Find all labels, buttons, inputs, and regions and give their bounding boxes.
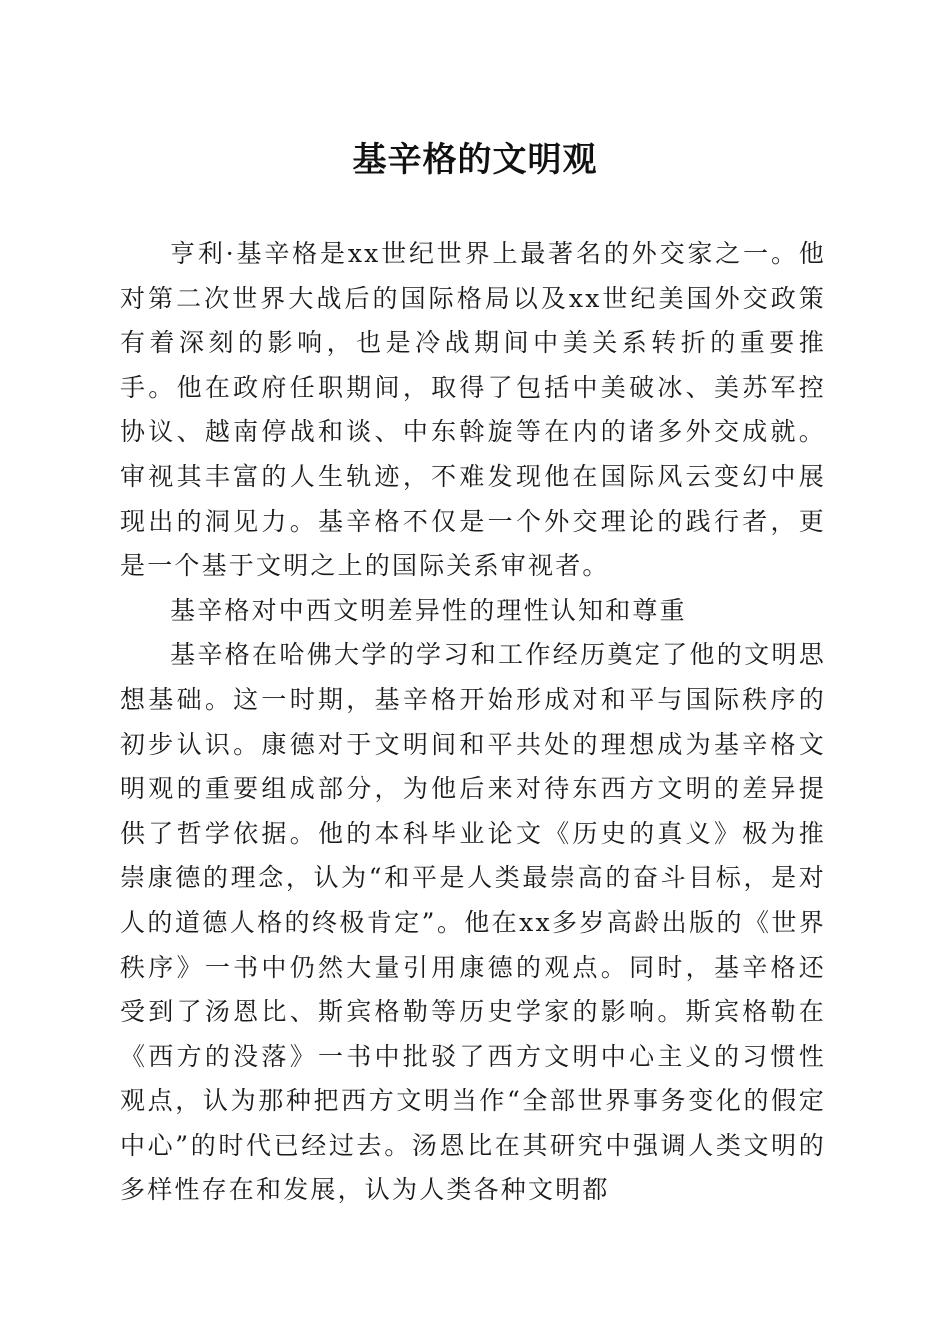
paragraph-intro: 亨利·基辛格是xx世纪世界上最著名的外交家之一。他对第二次世界大战后的国际格局以及xx世纪美国外交政策有着深刻的影响，也是冷战期间中美关系转折的重要推手。他在政府任职期间，取得了包括中美破冰、美苏军控协议、越南停战和谈、中东斡旋等在内的诸多外交成就。审视其丰富的人生轨迹，不难发现他在国际风云变幻中展现出的洞见力。基辛格不仅是一个外交理论的践行者，更是一个基于文明之上的国际关系审视者。: [120, 239, 826, 581]
paragraph-harvard: 基辛格在哈佛大学的学习和工作经历奠定了他的文明思想基础。这一时期，基辛格开始形成对和平与国际秩序的初步认识。康德对于文明间和平共处的理想成为基辛格文明观的重要组成部分，为他后来对待东西方文明的差异提供了哲学依据。他的本科毕业论文《历史的真义》极为推崇康德的理念，认为“和平是人类最崇高的奋斗目标，是对人的道德人格的终极肯定”。他在xx多岁高龄出版的《世界秩序》一书中仍然大量引用康德的观点。同时，基辛格还受到了汤恩比、斯宾格勒等历史学家的影响。斯宾格勒在《西方的没落》一书中批驳了西方文明中心主义的习惯性观点，认为那种把西方文明当作“全部世界事务变化的假定中心”的时代已经过去。汤恩比在其研究中强调人类文明的多样性存在和发展，认为人类各种文明都: [120, 640, 826, 1205]
document-title: 基辛格的文明观: [352, 140, 598, 180]
document-body: [120, 232, 826, 1213]
section-heading: 基辛格对中西文明差异性的理性认知和尊重: [170, 595, 687, 625]
